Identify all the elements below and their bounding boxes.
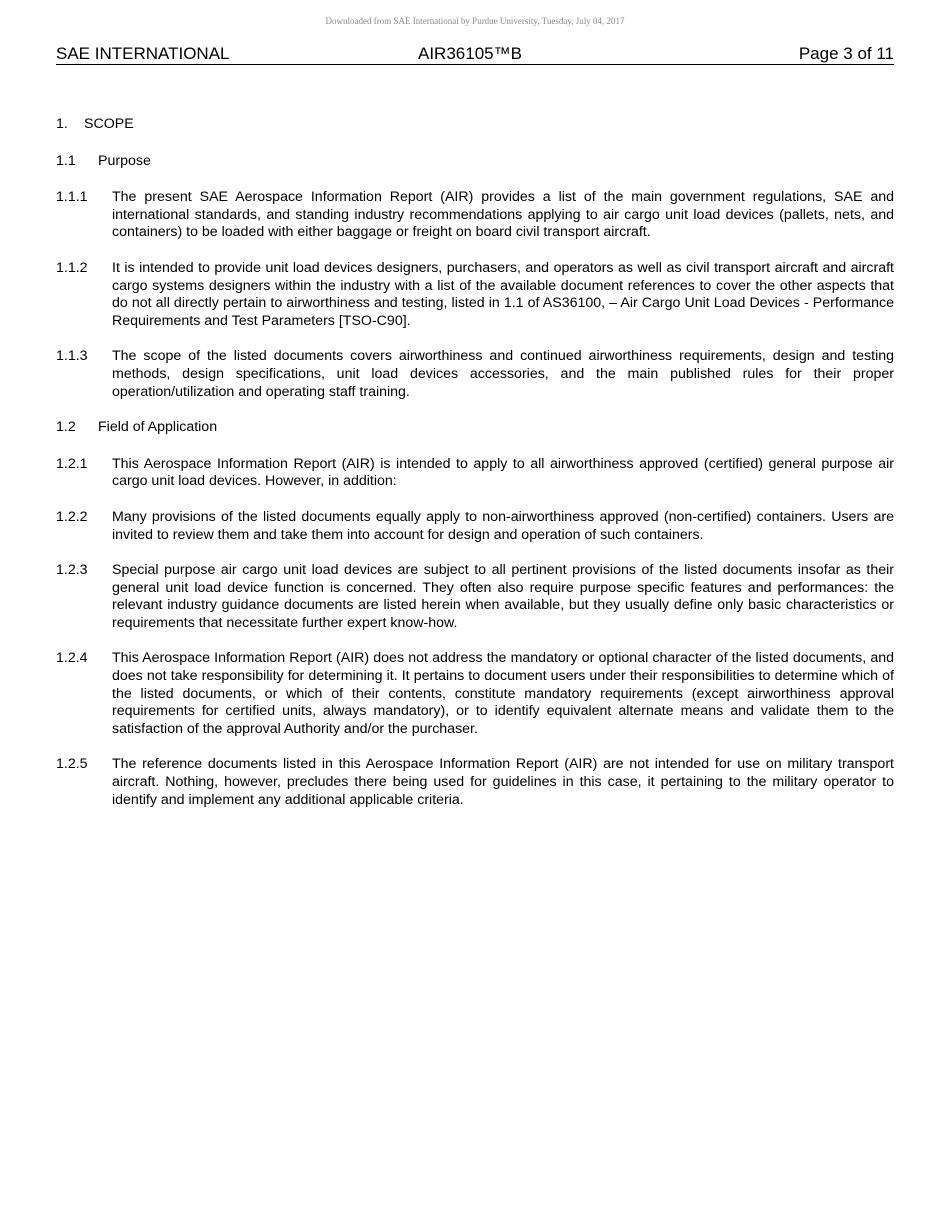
subsection-number: 1.1 [56, 152, 76, 169]
paragraph-text: The scope of the listed documents covers airworthiness and continued airworthiness requirements, design and testing methods, design specifications, unit load devices accessories, and the main published rules for their proper operation/utilization and operating staff training. [112, 348, 894, 400]
paragraph-1-2-2 [56, 509, 894, 544]
section-title: SCOPE [84, 116, 134, 132]
paragraph-1-2-3 [56, 562, 894, 632]
subsection-heading-field-of-application [56, 419, 894, 437]
subsection-title: Purpose [98, 152, 151, 169]
page-indicator: Page 3 of 11 [798, 44, 894, 63]
publisher-name: SAE INTERNATIONAL [56, 44, 230, 63]
document-body [56, 116, 894, 809]
paragraph-number: 1.1.2 [56, 259, 88, 276]
paragraph-1-1-1 [56, 189, 894, 242]
document-number: AIR36105™B [418, 44, 522, 63]
paragraph-1-2-4 [56, 650, 894, 738]
paragraph-number: 1.2.4 [56, 650, 88, 667]
paragraph-text: Special purpose air cargo unit load devices are subject to all pertinent provisions of the listed documents insofar as their general unit load device function is concerned. They often also require purpose specific features and performances: the relevant industry guidance documents are listed herein when available, but they usually define only basic characteristics or requirements that necessitate further expert know-how. [112, 562, 894, 631]
section-heading-scope [56, 116, 894, 134]
paragraph-number: 1.2.1 [56, 455, 88, 472]
download-note: Downloaded from SAE International by Purdue University, Tuesday, July 04, 2017 [325, 16, 625, 26]
paragraph-number: 1.2.3 [56, 562, 88, 579]
subsection-title: Field of Application [98, 419, 218, 436]
paragraph-text: It is intended to provide unit load devices designers, purchasers, and operators as well as civil transport aircraft and aircraft cargo systems designers within the industry with a list of the available document references to cover the other aspects that do not all directly pertain to airworthiness and testing, listed in 1.1 of AS36100, – Air Cargo Unit Load Devices - Performance Requirements and Test Parameters [TSO-C90]. [112, 259, 894, 329]
paragraph-1-1-2 [56, 260, 894, 330]
subsection-heading-purpose [56, 153, 894, 171]
page-header [56, 44, 894, 65]
paragraph-number: 1.2.2 [56, 508, 88, 525]
paragraph-number: 1.1.1 [56, 189, 88, 206]
paragraph-text: This Aerospace Information Report (AIR) is intended to apply to all airworthiness approved (certified) general purpose air cargo unit load devices. However, in addition: [112, 455, 894, 490]
section-number: 1. [56, 116, 68, 132]
paragraph-text: Many provisions of the listed documents equally apply to non-airworthiness approved (non-certified) containers. Users are invited to review them and take them into account for design and operation of such containers. [112, 508, 894, 543]
subsection-number: 1.2 [56, 419, 76, 436]
paragraph-text: This Aerospace Information Report (AIR) does not address the mandatory or optional character of the listed documents, and does not take responsibility for determining it. It pertains to document users under their responsibilities to determine which of the listed documents, or which of their contents, constitute mandatory requirements (except airworthiness approval requirements for certified units, always mandatory), or to identify equivalent alternate means and validate them to the satisfaction of the approval Authority and/or the purchaser. [112, 650, 894, 737]
paragraph-number: 1.2.5 [56, 756, 88, 773]
paragraph-1-2-1 [56, 456, 894, 491]
paragraph-1-2-5 [56, 756, 894, 809]
paragraph-number: 1.1.3 [56, 348, 88, 365]
paragraph-1-1-3 [56, 348, 894, 401]
paragraph-text: The reference documents listed in this Aerospace Information Report (AIR) are not intended for use on military transport aircraft. Nothing, however, precludes there being used for guidelines in this case, it pertaining to the military operator to identify and implement any additional applicable criteria. [112, 756, 894, 808]
paragraph-text: The present SAE Aerospace Information Report (AIR) provides a list of the main government regulations, SAE and international standards, and standing industry recommendations applying to air cargo unit load devices (pallets, nets, and containers) to be loaded with either baggage or freight on board civil transport aircraft. [112, 189, 894, 241]
